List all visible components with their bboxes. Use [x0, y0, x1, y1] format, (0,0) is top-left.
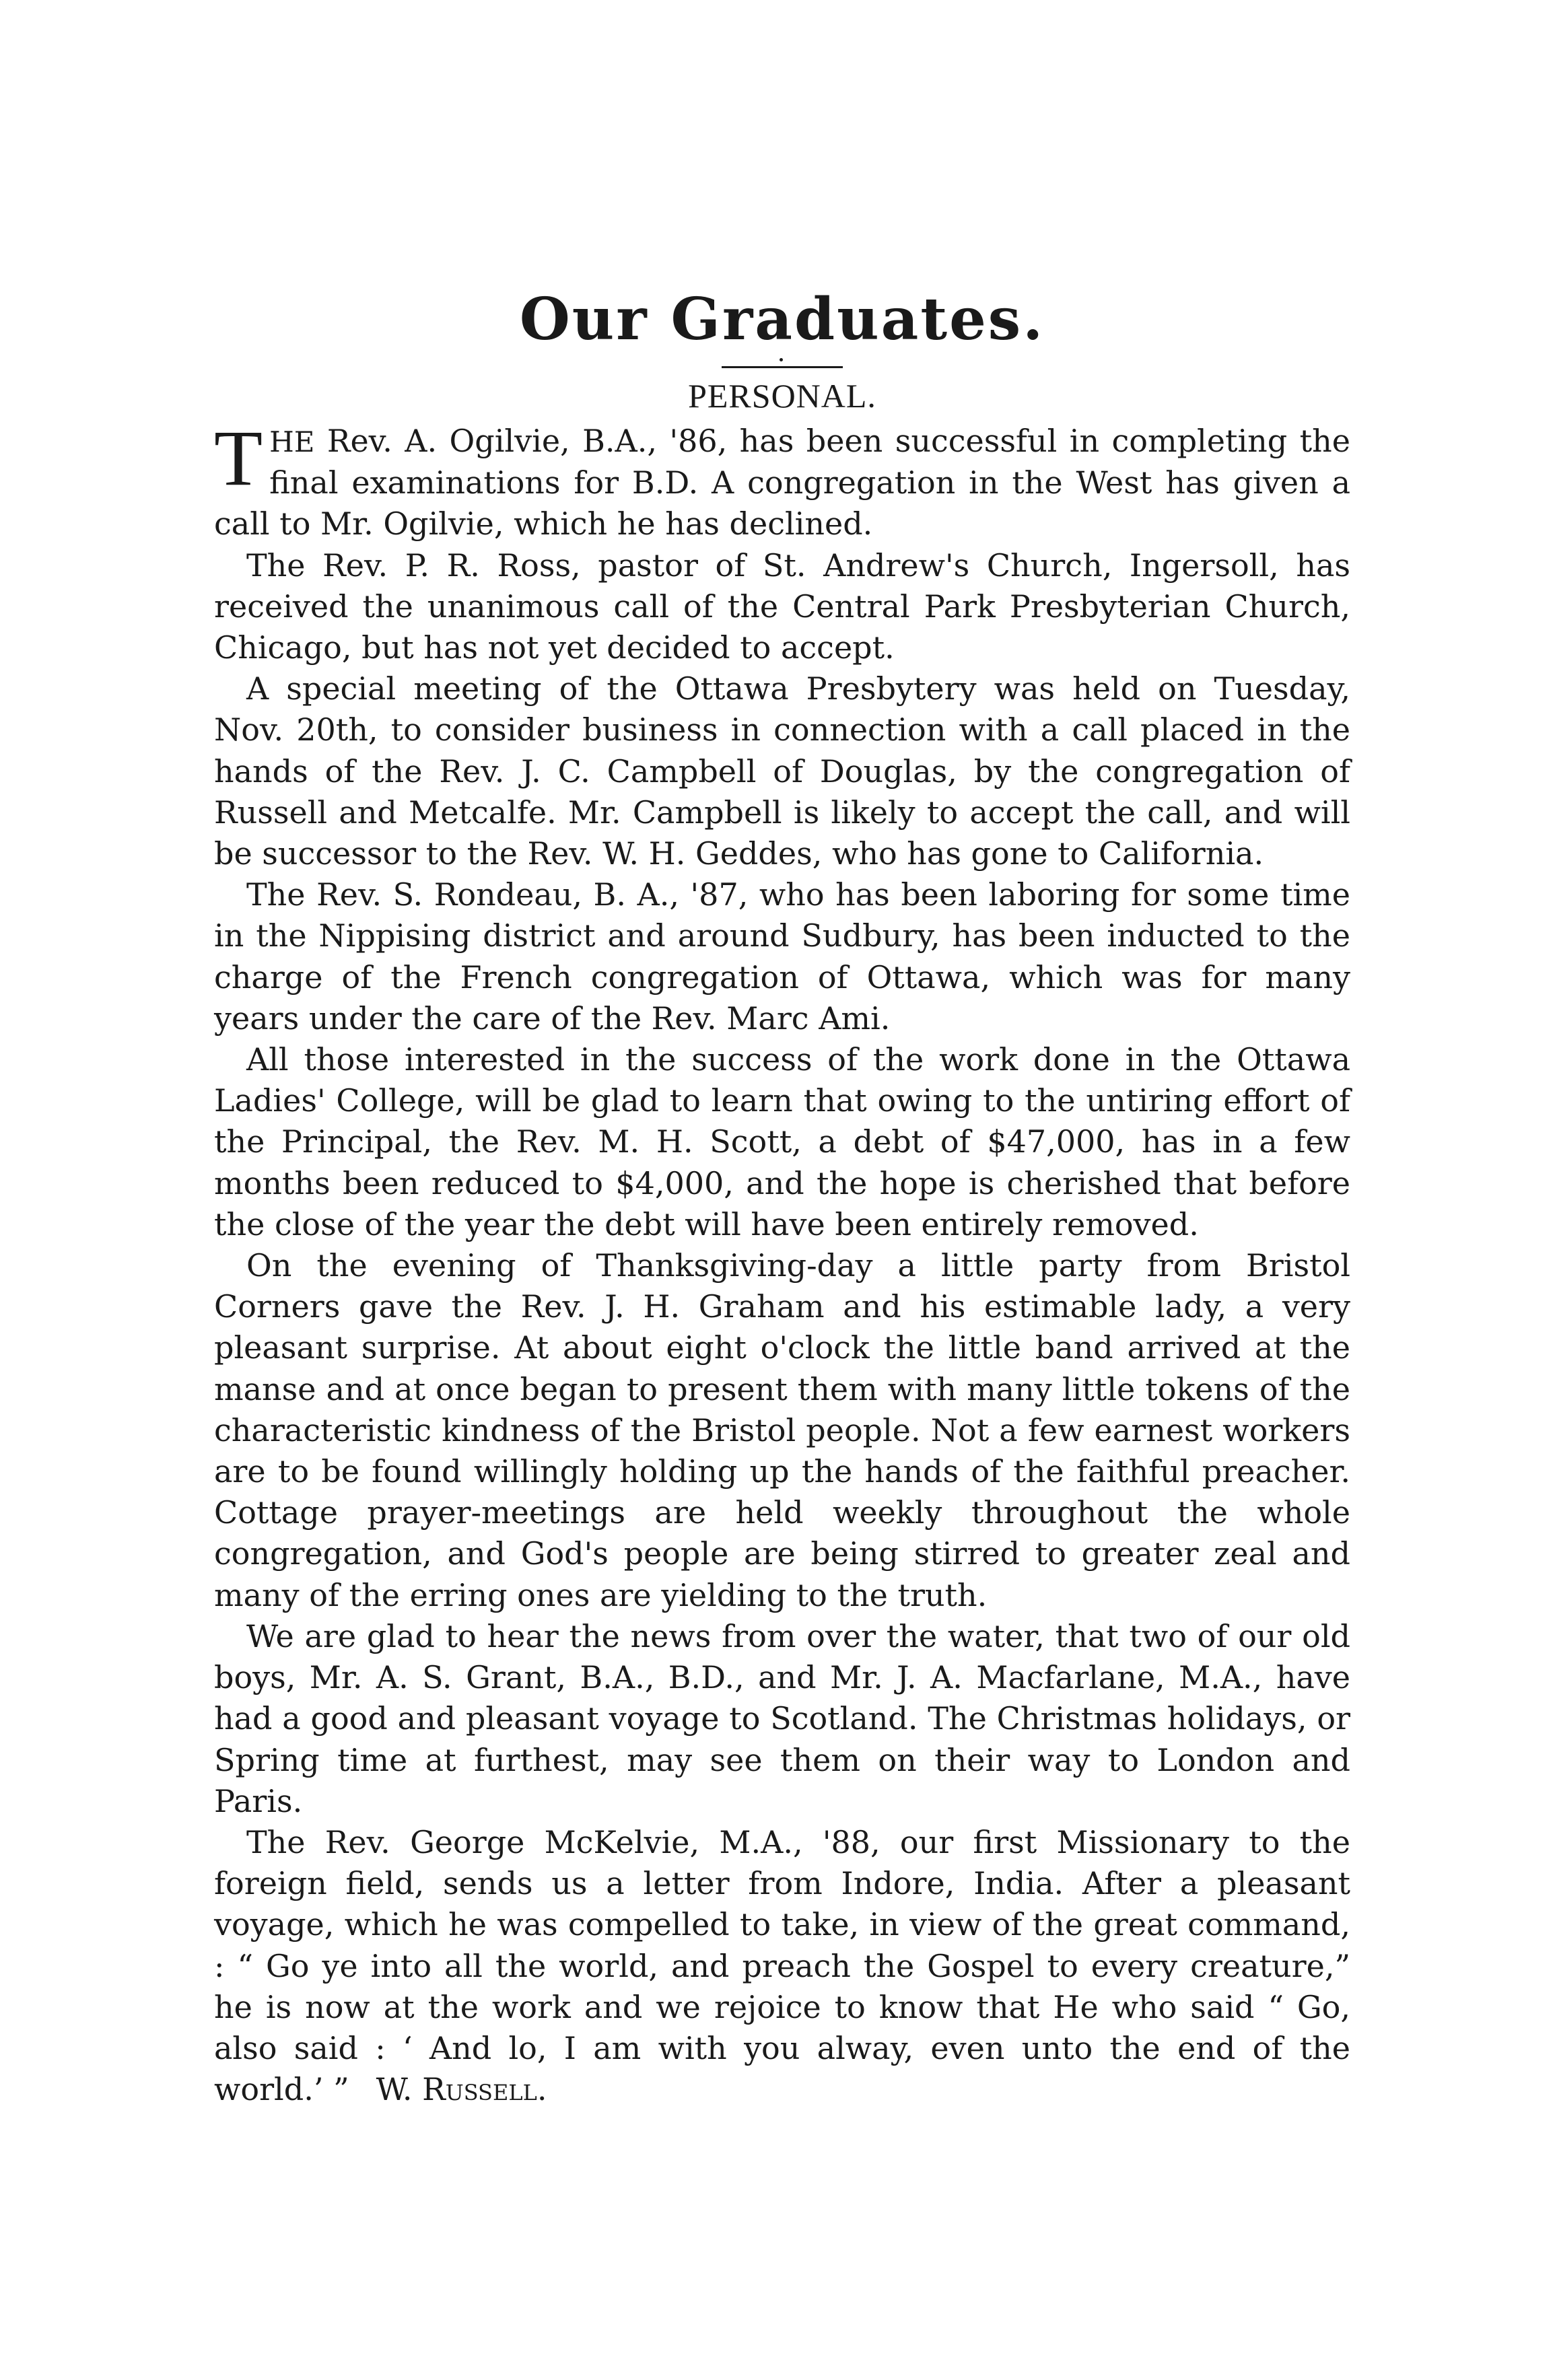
paragraph-rondeau: The Rev. S. Rondeau, B. A., '87, who has been laboring for some time in the Nippising district and around Sudbury, has been inducted to the charge of the French congregation of Ottawa, which was for many years under the care of the Rev. Marc Ami. — [214, 876, 1350, 1037]
paragraph-mckelvie — [214, 1822, 1350, 2110]
paragraph-ross: The Rev. P. R. Ross, pastor of St. Andrew's Church, Ingersoll, has received the unanimous call of the Central Park Presbyterian Church, Chicago, but has not yet decided to accept. — [214, 547, 1350, 666]
section-heading: PERSONAL. — [688, 377, 876, 415]
paragraph-ladies-college: All those interested in the success of the work done in the Ottawa Ladies' College, will be glad to learn that owing to the untiring effort of the Principal, the Rev. M. H. Scott, a debt of $47,000, has in a few months been reduced to $4,000, and the hope is cherished that before the close of the year the debt will have been entirely removed. — [214, 1041, 1350, 1242]
paragraph-thanksgiving: On the evening of Thanksgiving-day a little party from Bristol Corners gave the Rev. J. H. Graham and his estimable lady, a very pleasant surprise. At about eight o'clock the little band arrived at the manse and at once began to present them with many little tokens of the characteristic kindness of the Bristol people. Not a few earnest workers are to be found willingly holding up the hands of the faithful preacher. Cottage prayer-meetings are held weekly throughout the whole congregation, and God's people are being stirred to greater zeal and many of the erring ones are yielding to the truth. — [214, 1247, 1350, 1613]
title-rule — [722, 366, 843, 368]
paragraph-lead: HE — [269, 425, 315, 458]
article-title: Our Graduates. — [519, 285, 1045, 353]
signature: W. Russell. — [376, 2071, 547, 2108]
drop-cap: T — [214, 414, 263, 502]
paragraph-presbytery: A special meeting of the Ottawa Presbytery was held on Tuesday, Nov. 20th, to consider business in connection with a call placed in the hands of the Rev. J. C. Campbell of Douglas, by the congregation of Russell and Metcalfe. Mr. Campbell is likely to accept the call, and will be successor to the Rev. W. H. Geddes, who has gone to California. — [214, 670, 1350, 872]
paragraph-text: The Rev. George McKelvie, M.A., '88, our first Missionary to the foreign field, sends us a letter from Indore, India. After a pleasant voyage, which he was compelled to take, in view of the great command, : “ Go ye into all the world, and preach the Gospel to every creature,” he is now at the work and we rejoice to know that He who said “ Go, also said : ‘ And lo, I am with you alway, even unto the end of the world.’ ” — [214, 1823, 1350, 2108]
article — [214, 283, 1350, 2110]
paragraph-old-boys: We are glad to hear the news from over the water, that two of our old boys, Mr. A. S. Grant, B.A., B.D., and Mr. J. A. Macfarlane, M.A., have had a good and pleasant voyage to Scotland. The Christmas holidays, or Spring time at furthest, may see them on their way to London and Paris. — [214, 1617, 1350, 1819]
paragraph-ogilvie — [214, 414, 1350, 545]
paragraph-text: Rev. A. Ogilvie, B.A., '86, has been successful in completing the final examinations for B.D. A congregation in the West has given a call to Mr. Ogilvie, which he has declined. — [214, 423, 1350, 542]
